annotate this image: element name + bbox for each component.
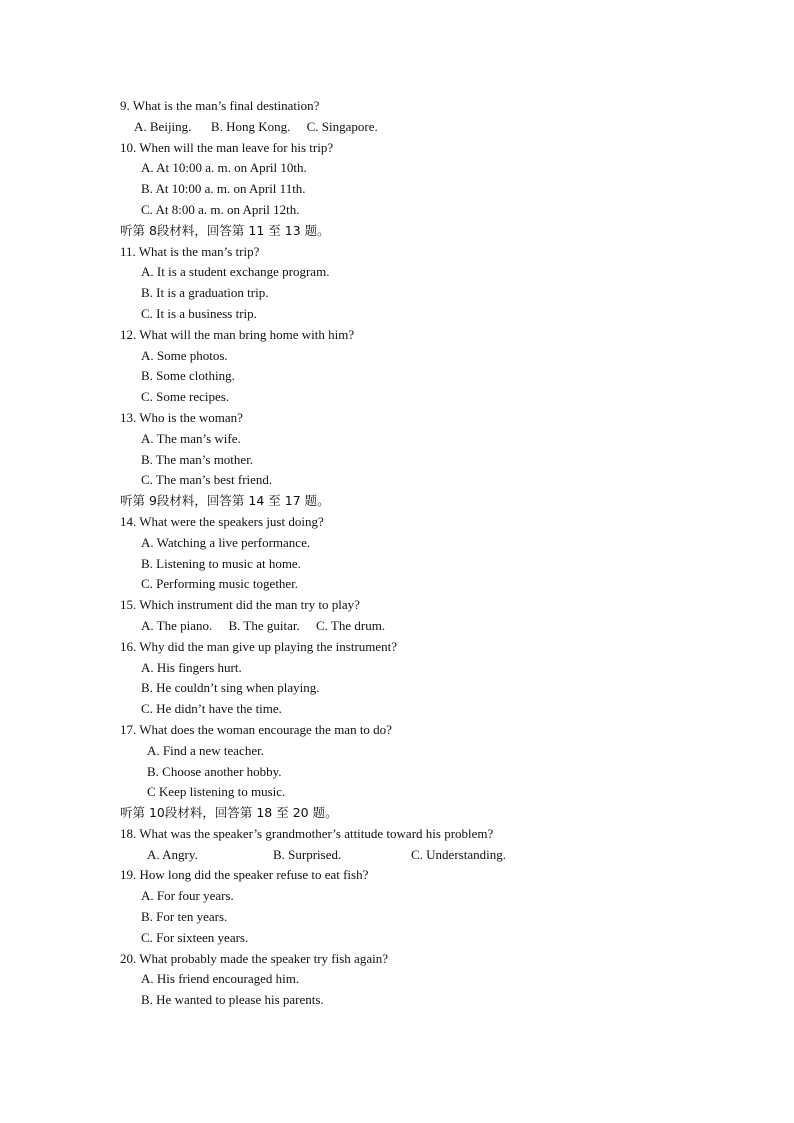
option-text: B. Choose another hobby. [147,763,282,779]
question-text: 12. What will the man bring home with him? [120,326,355,342]
question-text: 14. What were the speakers just doing? [120,513,324,529]
section-heading: 听第 8段材料，回答第 11 至 13 题。 [120,222,330,238]
option-text: B. Some clothing. [141,368,235,384]
option-text: A. For four years. [141,888,234,904]
question-sheet [120,96,680,1011]
option-text: B. The man’s mother. [141,451,254,467]
question-text: 16. Why did the man give up playing the instrument? [120,638,398,654]
option-text: A. The piano. B. The guitar. C. The drum. [141,617,386,633]
option-text: B. He wanted to please his parents. [141,992,324,1008]
option-text: C. Understanding. [411,846,506,862]
question-text: 13. Who is the woman? [120,409,243,425]
option-text: A. Angry. [147,846,198,862]
question-text: 20. What probably made the speaker try fish again? [120,950,388,966]
option-text: A. Beijing. B. Hong Kong. C. Singapore. [134,118,378,134]
option-text: C. He didn’t have the time. [141,701,282,717]
option-text: A. It is a student exchange program. [141,264,330,280]
option-text: C. At 8:00 a. m. on April 12th. [141,201,300,217]
option-text: C. It is a business trip. [141,305,257,321]
option-text: B. For ten years. [141,909,228,925]
section-heading: 听第 10段材料，回答第 18 至 20 题。 [120,805,338,821]
option-text: A. His friend encouraged him. [141,971,300,987]
option-text: A. Some photos. [141,347,228,363]
question-text: 11. What is the man’s trip? [120,243,260,259]
option-text: C. Some recipes. [141,389,230,405]
question-text: 9. What is the man’s final destination? [120,98,320,113]
option-text: A. Watching a live performance. [141,534,311,550]
question-text: 10. When will the man leave for his trip? [120,139,334,155]
option-text: B. At 10:00 a. m. on April 11th. [141,181,306,197]
option-text: C. The man’s best friend. [141,472,273,488]
question-text: 15. Which instrument did the man try to play? [120,597,360,613]
option-text: C. Performing music together. [141,576,299,592]
option-text: B. Surprised. [273,846,342,862]
option-text: C Keep listening to music. [147,784,286,800]
option-text: B. It is a graduation trip. [141,285,269,301]
option-text: A. At 10:00 a. m. on April 10th. [141,160,307,176]
question-text: 17. What does the woman encourage the man to do? [120,721,392,737]
option-text: A. Find a new teacher. [147,742,264,758]
option-text: B. He couldn’t sing when playing. [141,680,320,696]
option-text: B. Listening to music at home. [141,555,301,571]
section-heading: 听第 9段材料，回答第 14 至 17 题。 [120,493,330,509]
option-text: A. The man’s wife. [141,430,241,446]
option-row [120,845,680,866]
question-text: 19. How long did the speaker refuse to eat fish? [120,867,369,883]
option-text: C. For sixteen years. [141,929,249,945]
option-text: A. His fingers hurt. [141,659,242,675]
question-text: 18. What was the speaker’s grandmother’s attitude toward his problem? [120,825,494,841]
